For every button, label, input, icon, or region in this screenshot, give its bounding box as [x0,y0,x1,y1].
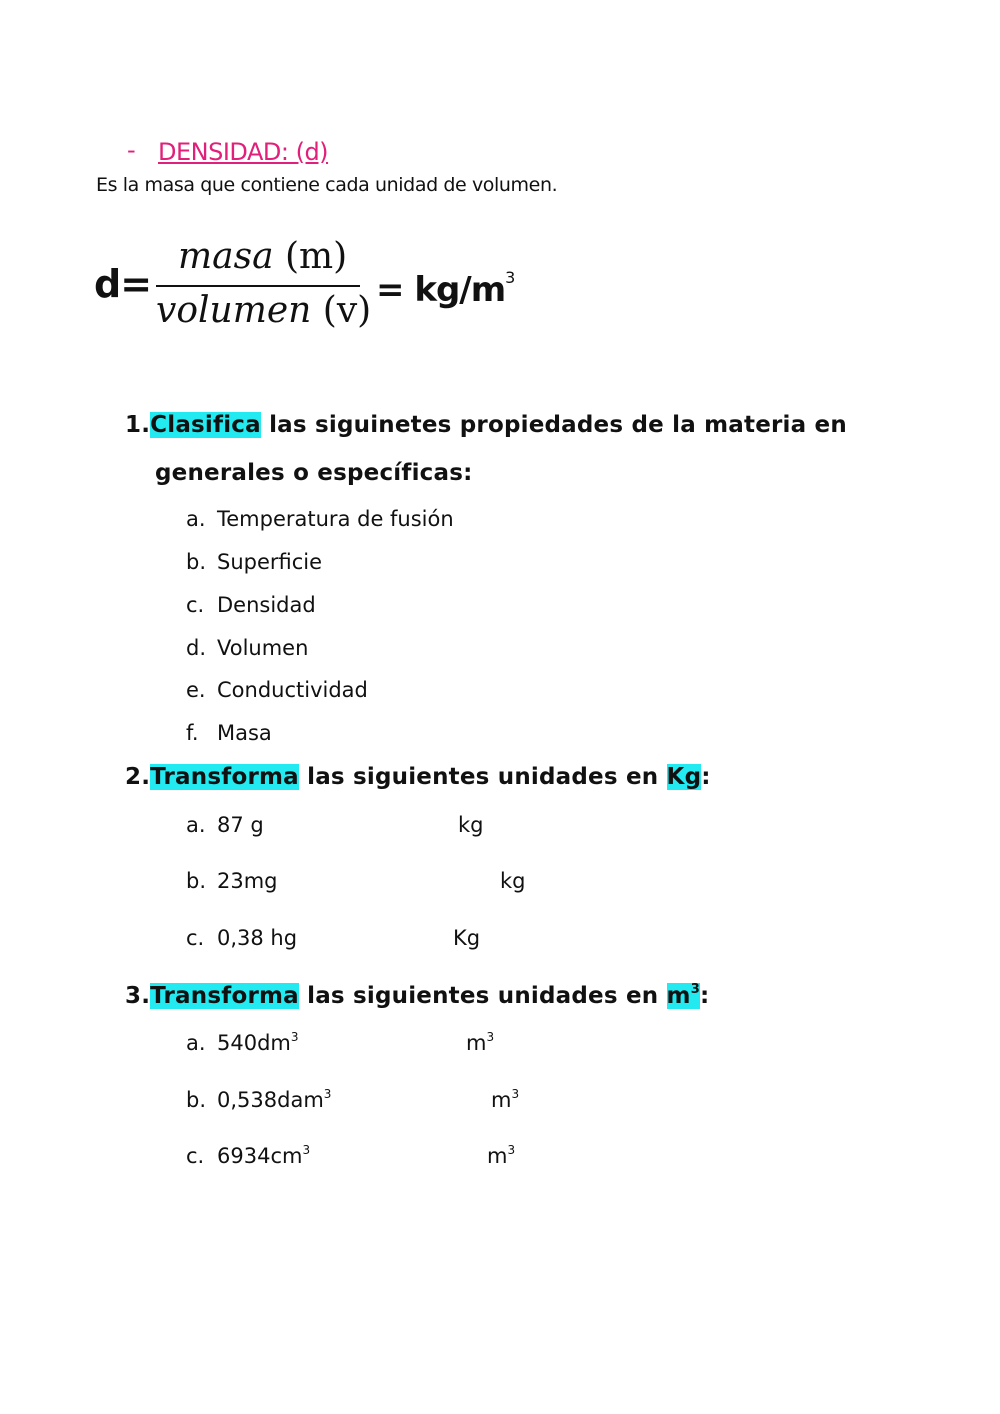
heading-dash: - [127,136,136,164]
conversion-unit: $m^3$ [466,1030,495,1055]
formula-lhs: d= [94,262,152,306]
conversion-unit: kg [500,869,526,893]
highlight-kg: Kg [666,764,702,790]
conversion-unit: kg [458,813,484,837]
formula-denominator: volumen (v) [156,290,372,331]
list-item: d. Volumen [186,636,309,660]
highlight-clasifica: Clasifica [150,412,261,438]
conversion-row: b. 0,538dam$^3$ [186,1087,332,1112]
formula-numerator: masa (m) [178,236,348,277]
list-item: a. Temperatura de fusión [186,507,454,531]
conversion-row: c. $6934cm^3$ [186,1143,311,1168]
section-heading: DENSIDAD: (d) [158,138,329,166]
conversion-unit: $m^3$ [487,1143,516,1168]
formula-units: = $kg/m^3$ [376,268,515,310]
list-item: f. Masa [186,721,272,745]
conversion-row: a. 87 g [186,813,264,837]
question-3: 3.Transforma las siguientes unidades en $m^3$: [125,982,710,1009]
question-1-line2: generales o específicas: [155,460,473,486]
conversion-unit: Kg [453,926,481,950]
highlight-transforma: Transforma [150,983,299,1009]
conversion-row: c. 0,38 hg [186,926,298,950]
conversion-row: b. 23mg [186,869,278,893]
question-2: 2.Transforma las siguientes unidades en Kg: [125,764,711,790]
definition-text: Es la masa que contiene cada unidad de volumen. [96,174,558,196]
list-item: b. Superficie [186,550,323,574]
question-1: 1.Clasifica las siguinetes propiedades de la materia en [125,412,847,438]
list-item: e. Conductividad [186,678,368,702]
list-item: c. Densidad [186,593,316,617]
conversion-row: a. $540dm^3$ [186,1030,299,1055]
highlight-m3: $m^3$ [666,982,700,1009]
conversion-unit: $m^3$ [491,1087,520,1112]
fraction-bar [156,285,360,287]
highlight-transforma: Transforma [150,764,299,790]
